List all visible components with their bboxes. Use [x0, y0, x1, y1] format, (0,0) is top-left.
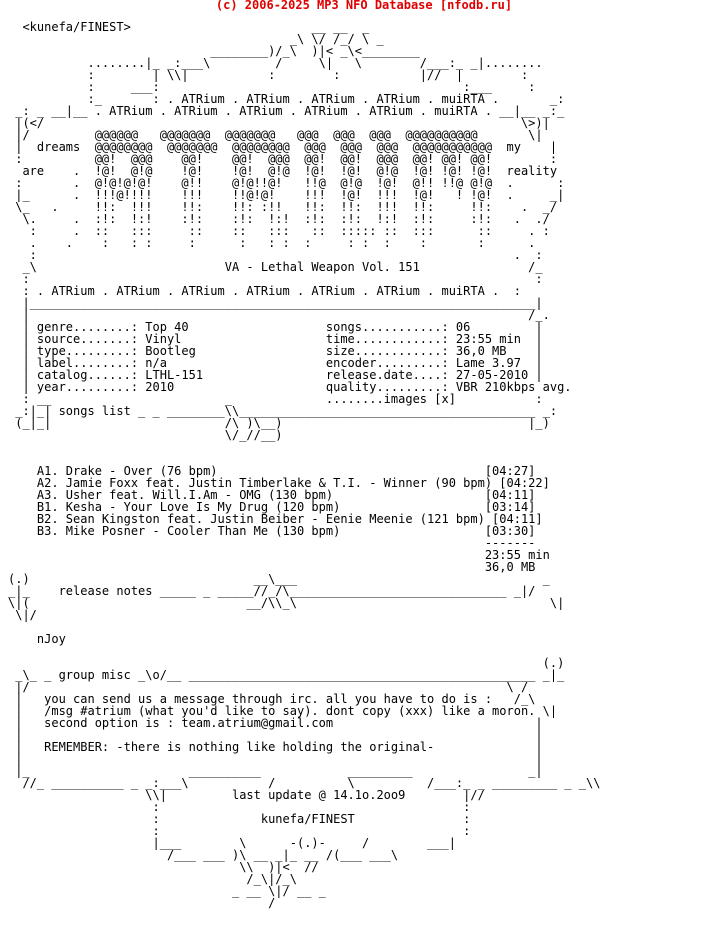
site-header: (c) 2006-2025 MP3 NFO Database [nfodb.ru] — [215, 0, 513, 12]
nfo-ascii-art: <kunefa/FINEST> __ __ _ _\ \/ /_/ \ _ ________)/_\ )|< _\<________ ........|_ _:___\ / \| \ /___:_ _|........ : | \\| : : |// | : : ___: :___ : :_ : . ATRium . ATRium . ATRium . ATRium . muiRTA . _: _: _ __|__ . ATRium . ATRium . ATRium . ATRium . ATRium . muiRTA . __|__ _:_ |(</ \>)| |/ @@@@@@ @@@@@@@ @@@@@@@ @@@ @@@ @@@ @@@@@@@@@@ \| | dreams @@@@@@@@ @@@@@@@ @@@@@@@@ @@@ @@@ @@@ @@@@@@@@@@@ my | : @@! @@@ @@! @@! @@@ @@! @@! @@@ @@! @@! @@! : are . !@! @!@ !@! !@! @!@ !@! !@! @!@ !@! !@! !@! reality : . @!@!@!@! @!! @!@!!@! !!@ @!@ !@! @!! !!@ @!@ . : |_ . !!!@!!!! !!! !!@!@! !!! !@! !!! !@! ! !@! . _| \_ . !!: !!! !!: !!: :!! !!: !!: !!! !!: !!: . _/ \. . :!: !:! :!: :!: !:! :!: :!: !:! :!: :!: . ./ : . :: ::: :: :: ::: :: ::::: :: ::: :: . : . . : : : : : : : : : : : : : . : . : _\ VA - Lethal Weapon Vol. 151 /_ : : : . ATRium . ATRium . ATRium . ATRium . ATRium . ATRium . muiRTA . : |______________________________________________________________________| | /_. | genre........: Top 40 songs...........: 06 | | source.......: Vinyl time............: 23:55 min | | type.........: Bootleg size............: 36,0 MB | | label........: n/a encoder.........: Lame 3.97 | | catalog......: LTHL-151 release.date....: 27-05-2010 | | year.........: 2010 quality.........: VBR 210kbps avg. : __ _ ........images [x] : _:|_| songs list _ _ ________\\_________________________________________ _: (_|_| /\ )\__) |_) \/_//__) A1. Drake - Over (76 bpm) [04:27] A2. Jamie Foxx feat. Justin Timberlake & T.I. - Winner (90 bpm) [04:22] A3. Usher feat. Will.I.Am - OMG (130 bpm) [04:11] B1. Kesha - Your Love Is My Drug (120 bpm) [03:14] B2. Sean Kingston feat. Justin Beiber - Eenie Meenie (121 bpm) [04:11] B3. Mike Posner - Cooler Than Me (130 bpm) [03:30] ------- 23:55 min 36,0 MB (.) __\___ _ _|_ release notes _____ _ _____//_/\______________________________ _|/ \|( __/\\_\ \| \|/ nJoy (.) _\_ _ group misc _\o/__ ________________________________________________ _|_ |/ \ / | you can send us a message through irc. all you have to do is : /_\ | /msg #atrium (what you'd like to say). dont copy (xxx) like a moron. \| | second option is : team.atrium@gmail.com | | | | REMEMBER: -there is nothing like holding the original- | | | |_ __________ _________ _| //_ __________ _ _:___\ / \ /___:_ _ _________ _ _\\ \\| last update @ 14.1o.2oo9 |// : : : kunefa/FINEST : : : |___ \ -(.)- / ___| /___ ___ )\ __ _|_ __ /(___ ___\ \\ )|< // /_\|/_\ _ __ \|/ __ _ / — [8, 20, 601, 910]
